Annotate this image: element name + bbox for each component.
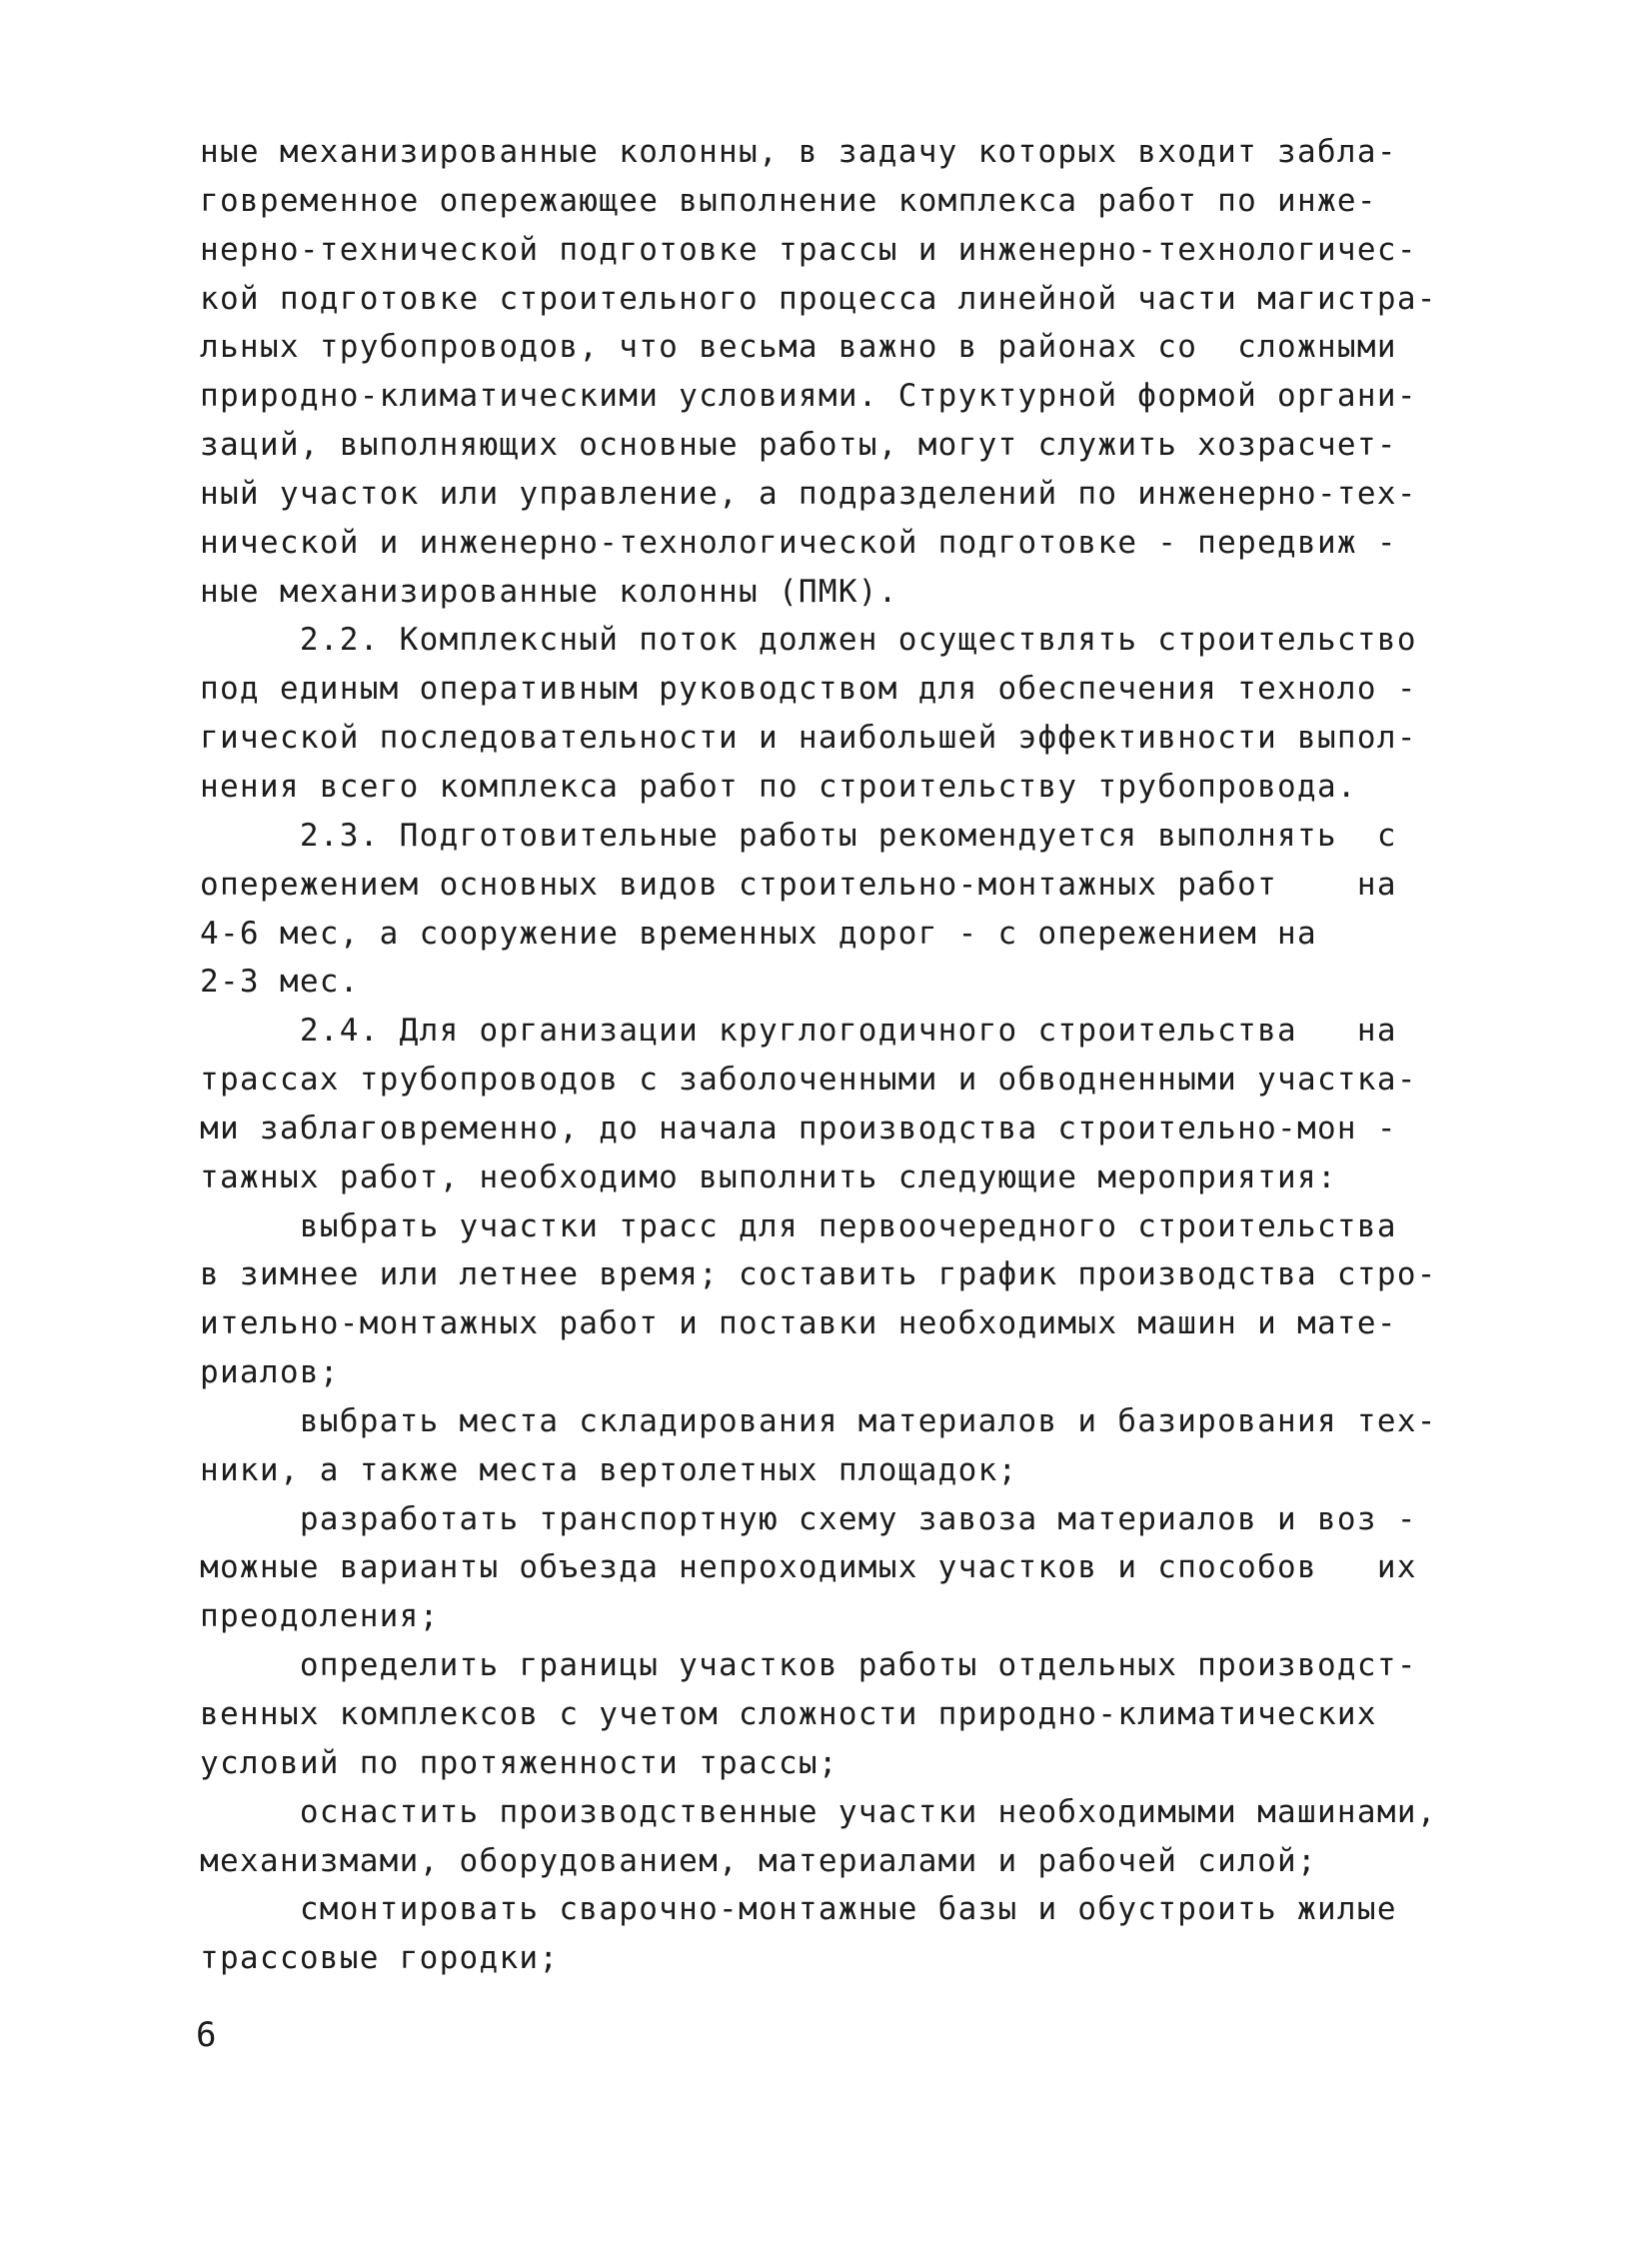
text-line: ные механизированные колонны (ПМК). (200, 573, 898, 610)
text-line: ми заблаговременно, до начала производства строительно-мон - (200, 1110, 1397, 1146)
text-line: 2-3 мес. (200, 964, 360, 1001)
text-line: нической и инженерно-технологической подготовке - передвиж - (200, 524, 1397, 561)
text-line: 2.2. Комплексный поток должен осуществлять строительство (200, 622, 1417, 659)
text-line: ный участок или управление, а подразделений по инженерно-тех- (200, 475, 1417, 512)
text-line: 2.4. Для организации круглогодичного строительства на (200, 1013, 1397, 1050)
text-line: можные варианты объезда непроходимых участков и способов их (200, 1549, 1417, 1586)
text-line: тажных работ, необходимо выполнить следующие мероприятия: (200, 1158, 1337, 1195)
text-line: смонтировать сварочно-монтажные базы и обустроить жилые (200, 1891, 1397, 1928)
text-line: нения всего комплекса работ по строительству трубопровода. (200, 768, 1357, 805)
text-line: преодоления; (200, 1598, 440, 1635)
text-line: нерно-технической подготовке трассы и инженерно-технологичес- (200, 231, 1417, 268)
body-text (200, 128, 1469, 1983)
text-line: венных комплексов с учетом сложности природно-климатических (200, 1696, 1377, 1732)
text-line: ительно-монтажных работ и поставки необходимых машин и мате- (200, 1305, 1397, 1342)
text-line: кой подготовке строительного процесса линейной части магистра- (200, 280, 1437, 317)
text-line: 4-6 мес, а сооружение временных дорог - с опережением на (200, 915, 1317, 952)
text-line: природно-климатическими условиями. Структурной формой органи- (200, 378, 1417, 415)
text-line: выбрать места складирования материалов и базирования тех- (200, 1402, 1437, 1439)
text-line: риалов; (200, 1354, 340, 1391)
page-number: 6 (196, 2015, 217, 2055)
text-line: выбрать участки трасс для первоочередного строительства (200, 1207, 1397, 1244)
text-line: разработать транспортную схему завоза материалов и воз - (200, 1500, 1417, 1537)
text-line: под единым оперативным руководством для обеспечения техноло - (200, 671, 1417, 708)
text-line: условий по протяженности трассы; (200, 1744, 838, 1781)
text-line: льных трубопроводов, что весьма важно в районах со сложными (200, 329, 1397, 366)
text-line: в зимнее или летнее время; составить график производства стро- (200, 1256, 1437, 1293)
text-line: ные механизированные колонны, в задачу которых входит забла- (200, 134, 1397, 170)
text-line: ники, а также места вертолетных площадок; (200, 1451, 1018, 1488)
text-line: 2.3. Подготовительные работы рекомендуется выполнять с (200, 817, 1397, 854)
text-line: говременное опережающее выполнение комплекса работ по инже- (200, 182, 1377, 219)
text-line: трассовые городки; (200, 1940, 560, 1977)
text-line: механизмами, оборудованием, материалами и рабочей силой; (200, 1842, 1317, 1879)
text-line: заций, выполняющих основные работы, могут служить хозрасчет- (200, 427, 1397, 464)
text-line: определить границы участков работы отдельных производст- (200, 1647, 1417, 1684)
text-line: трассах трубопроводов с заболоченными и обводненными участка- (200, 1062, 1417, 1099)
text-line: оснастить производственные участки необходимыми машинами, (200, 1793, 1437, 1830)
text-line: опережением основных видов строительно-монтажных работ на (200, 866, 1397, 903)
text-line: гической последовательности и наибольшей эффективности выпол- (200, 720, 1417, 757)
